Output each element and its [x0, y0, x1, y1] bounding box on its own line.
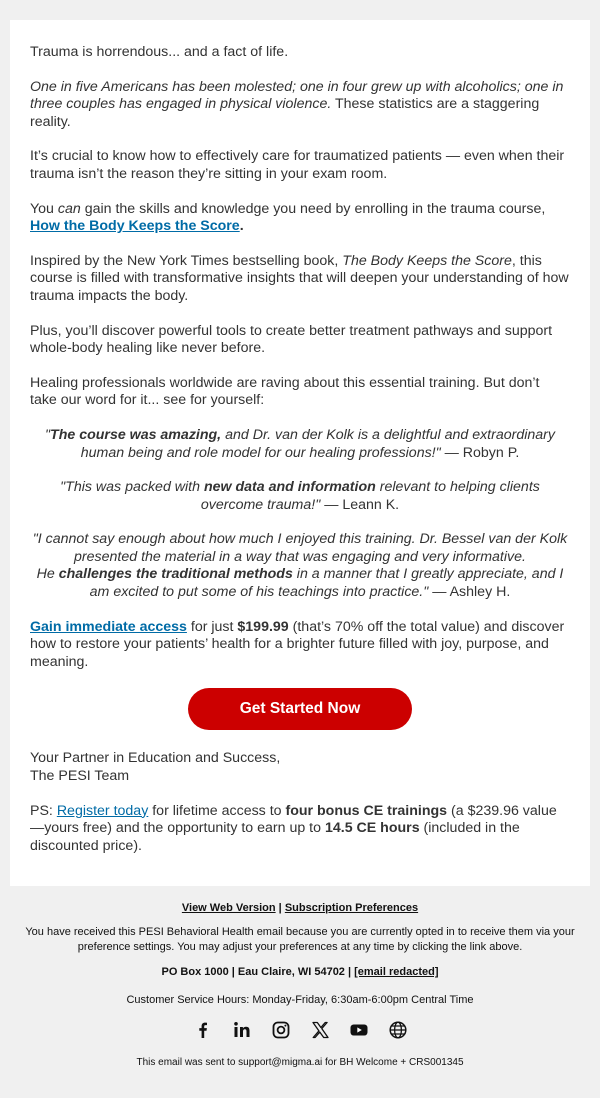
footer-notice: You have received this PESI Behavioral Health email because you are currently opted in to receive them via your preference settings. You may adjust your preferences at any time by clicking the link above.	[25, 926, 575, 953]
offer-paragraph: Gain immediate access for just $199.99 (that’s 70% off the total value) and discover how to restore your patients’ health for a brighter future filled with joy, purpose, and meaning.	[30, 618, 565, 670]
view-web-version-link[interactable]: View Web Version	[181, 902, 276, 914]
email-body-card	[10, 20, 590, 886]
footer-links	[0, 902, 600, 914]
globe-icon[interactable]	[388, 1020, 408, 1040]
social-icons	[0, 1020, 600, 1042]
testimonial-leann: "This was packed with new data and information relevant to helping clients overcome trauma!" — Leann K.	[60, 479, 540, 513]
footer-sent-to: This email was sent to support@migma.ai for BH Welcome + CRS001345	[136, 1057, 464, 1068]
testimonial-ashley: "I cannot say enough about how much I enjoyed this training. Dr. Bessel van der Kolk presented the material in a way that was engaging and very informative. He challenges the traditional methods in a manner that I greatly appreciate, and I am excited to put some of his teachings into practice." — Ashley H.	[32, 531, 568, 601]
footer-separator: |	[275, 902, 285, 914]
enroll-paragraph: You can gain the skills and knowledge you need by enrolling in the trauma course, How the Body Keeps the Score.	[30, 200, 546, 235]
care-paragraph: It’s crucial to know how to effectively care for traumatized patients — even when their trauma isn’t the reason they’re sitting in your exam room.	[30, 148, 565, 182]
subscription-preferences-link[interactable]: Subscription Preferences	[284, 902, 419, 914]
book-paragraph: Inspired by the New York Times bestselling book, The Body Keeps the Score, this course is filled with transformative insights that will deepen your understanding of how trauma impacts the body.	[30, 252, 569, 304]
ps-paragraph: PS: Register today for lifetime access to four bonus CE trainings (a $239.96 value—yours free) and the opportunity to earn up to 14.5 CE hours (included in the discounted price).	[30, 802, 557, 854]
register-today-link[interactable]: Register today	[56, 802, 149, 819]
instagram-icon[interactable]	[271, 1020, 291, 1040]
get-started-button[interactable]: Get Started Now	[188, 688, 412, 730]
gain-access-link[interactable]: Gain immediate access	[30, 618, 187, 635]
facebook-icon[interactable]	[193, 1020, 213, 1040]
youtube-icon[interactable]	[349, 1020, 369, 1040]
x-icon[interactable]	[310, 1020, 330, 1040]
linkedin-icon[interactable]	[232, 1020, 252, 1040]
cta-container	[30, 688, 570, 730]
footer-hours: Customer Service Hours: Monday-Friday, 6:30am-6:00pm Central Time	[126, 994, 474, 1006]
email-footer	[0, 886, 600, 1098]
testimonial-robyn: "The course was amazing, and Dr. van der Kolk is a delightful and extraordinary human being and role model for our healing professions!" — Robyn P.	[44, 426, 555, 461]
footer-address: PO Box 1000 | Eau Claire, WI 54702 | [email redacted]	[161, 966, 439, 978]
course-link[interactable]: How the Body Keeps the Score	[30, 218, 240, 235]
testimonials-intro: Healing professionals worldwide are raving about this essential training. But don’t take our word for it... see for yourself:	[30, 374, 540, 409]
statistics-paragraph: One in five Americans has been molested; one in four grew up with alcoholics; one in three couples has engaged in physical violence. These statistics are a staggering reality.	[30, 78, 564, 130]
contact-email-link[interactable]: [email redacted]	[354, 966, 439, 978]
signoff: Your Partner in Education and Success, The PESI Team	[30, 750, 281, 785]
tools-paragraph: Plus, you’ll discover powerful tools to create better treatment pathways and support whole-body healing like never before.	[30, 322, 553, 357]
intro-paragraph: Trauma is horrendous... and a fact of life.	[30, 44, 289, 60]
